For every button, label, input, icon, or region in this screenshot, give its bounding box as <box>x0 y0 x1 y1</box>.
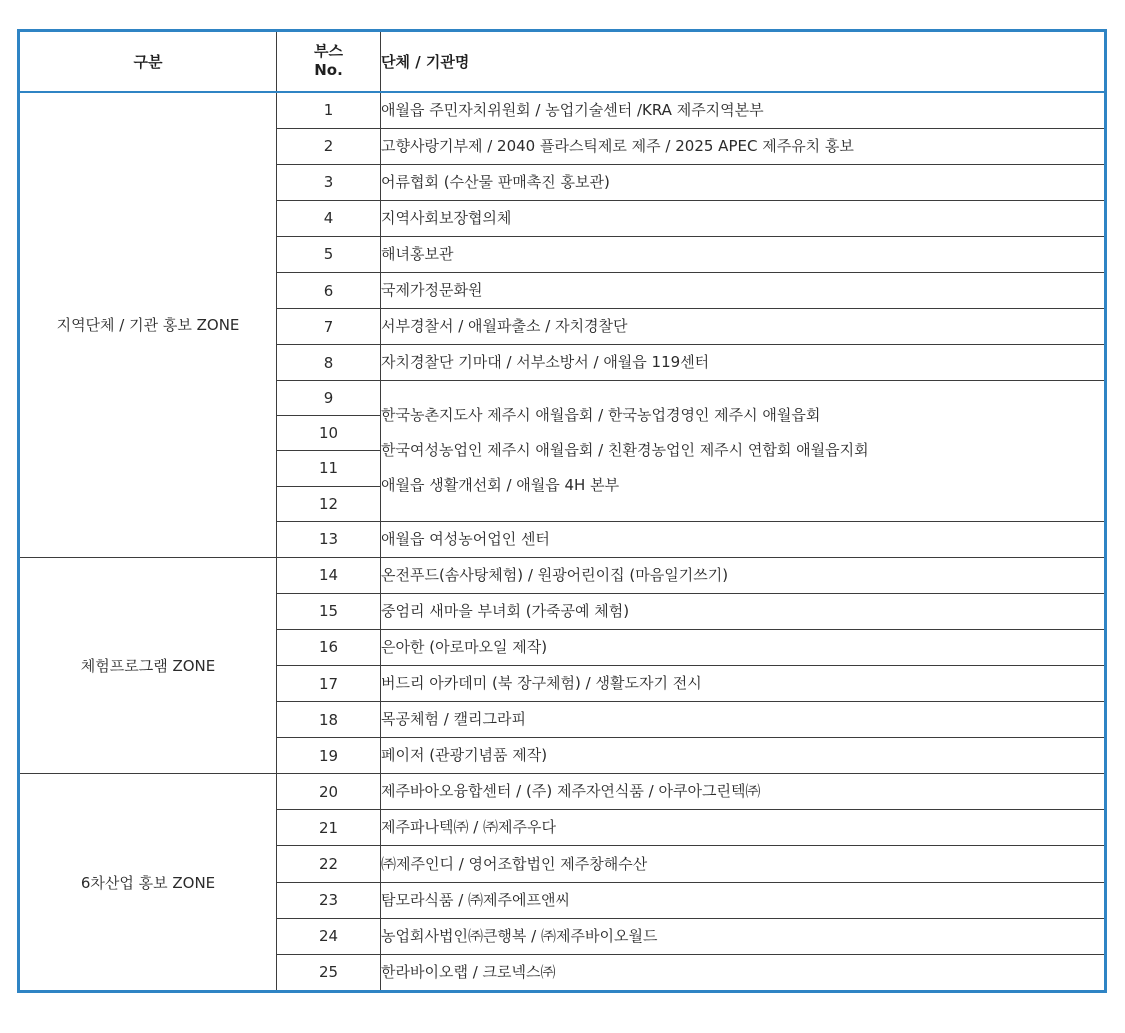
organization-group-line: 한국농촌지도사 제주시 애월읍회 / 한국농업경영인 제주시 애월읍회 <box>381 406 821 425</box>
organization-name: 제주파나텍㈜ / ㈜제주우다 <box>381 810 1106 846</box>
header-booth-no-line2: No. <box>314 61 343 80</box>
booth-number: 24 <box>277 918 381 954</box>
booth-number: 25 <box>277 954 381 991</box>
booth-number: 6 <box>277 272 381 308</box>
booth-number: 7 <box>277 309 381 345</box>
organization-name: 지역사회보장협의체 <box>381 200 1106 236</box>
table-row <box>19 774 1106 810</box>
organization-name: 은아한 (아로마오일 제작) <box>381 629 1106 665</box>
booth-number: 1 <box>277 92 381 129</box>
booth-number: 23 <box>277 882 381 918</box>
organization-name: 버드리 아카데미 (북 장구체험) / 생활도자기 전시 <box>381 666 1106 702</box>
organization-name: ㈜제주인디 / 영어조합법인 제주창해수산 <box>381 846 1106 882</box>
booth-number: 11 <box>277 451 381 486</box>
organization-name: 한라바이오랩 / 크로넥스㈜ <box>381 954 1106 991</box>
booth-number: 17 <box>277 666 381 702</box>
organization-name: 애월읍 주민자치위원회 / 농업기술센터 /KRA 제주지역본부 <box>381 92 1106 129</box>
organization-name: 고향사랑기부제 / 2040 플라스틱제로 제주 / 2025 APEC 제주유치 홍보 <box>381 128 1106 164</box>
organization-name: 농업회사법인㈜큰행복 / ㈜제주바이오월드 <box>381 918 1106 954</box>
organization-name: 어류협회 (수산물 판매촉진 홍보관) <box>381 164 1106 200</box>
organization-group-line: 한국여성농업인 제주시 애월읍회 / 친환경농업인 제주시 연합회 애월읍지회 <box>381 441 869 460</box>
booth-number: 20 <box>277 774 381 810</box>
booth-number: 18 <box>277 702 381 738</box>
booth-number: 5 <box>277 236 381 272</box>
booth-number: 13 <box>277 521 381 557</box>
booth-number: 3 <box>277 164 381 200</box>
zone-name: 6차산업 홍보 ZONE <box>19 774 277 992</box>
organization-group <box>381 381 1106 521</box>
organization-name: 탐모라식품 / ㈜제주에프앤씨 <box>381 882 1106 918</box>
booth-table <box>17 29 1107 993</box>
organization-name: 제주바아오융합센터 / (주) 제주자연식품 / 아쿠아그린텍㈜ <box>381 774 1106 810</box>
header-booth-no-line1: 부스 <box>314 42 343 61</box>
organization-name: 애월읍 여성농어업인 센터 <box>381 521 1106 557</box>
organization-name: 목공체험 / 캘리그라피 <box>381 702 1106 738</box>
organization-name: 온전푸드(솜사탕체험) / 원광어린이집 (마음일기쓰기) <box>381 557 1106 593</box>
booth-number: 8 <box>277 345 381 381</box>
organization-name: 해녀홍보관 <box>381 236 1106 272</box>
table-row <box>19 92 1106 129</box>
zone-name: 체험프로그램 ZONE <box>19 557 277 774</box>
table-row <box>19 557 1106 593</box>
booth-number: 12 <box>277 486 381 521</box>
header-zone: 구분 <box>19 31 277 92</box>
booth-number: 19 <box>277 738 381 774</box>
booth-number: 4 <box>277 200 381 236</box>
booth-number: 10 <box>277 416 381 451</box>
booth-number: 21 <box>277 810 381 846</box>
booth-number: 15 <box>277 593 381 629</box>
booth-number: 14 <box>277 557 381 593</box>
zone-name: 지역단체 / 기관 홍보 ZONE <box>19 92 277 558</box>
organization-name: 국제가정문화원 <box>381 272 1106 308</box>
header-organization: 단체 / 기관명 <box>381 31 1106 92</box>
organization-name: 서부경찰서 / 애월파출소 / 자치경찰단 <box>381 309 1106 345</box>
organization-group-line: 애월읍 생활개선회 / 애월읍 4H 본부 <box>381 476 620 495</box>
header-row <box>19 31 1106 92</box>
booth-number: 16 <box>277 629 381 665</box>
header-booth-no <box>277 31 381 92</box>
organization-name: 중엄리 새마을 부녀회 (가죽공예 체험) <box>381 593 1106 629</box>
booth-number: 22 <box>277 846 381 882</box>
organization-name: 페이저 (관광기념품 제작) <box>381 738 1106 774</box>
booth-number: 9 <box>277 381 381 416</box>
booth-number: 2 <box>277 128 381 164</box>
table-body <box>19 92 1106 992</box>
organization-name: 자치경찰단 기마대 / 서부소방서 / 애월읍 119센터 <box>381 345 1106 381</box>
